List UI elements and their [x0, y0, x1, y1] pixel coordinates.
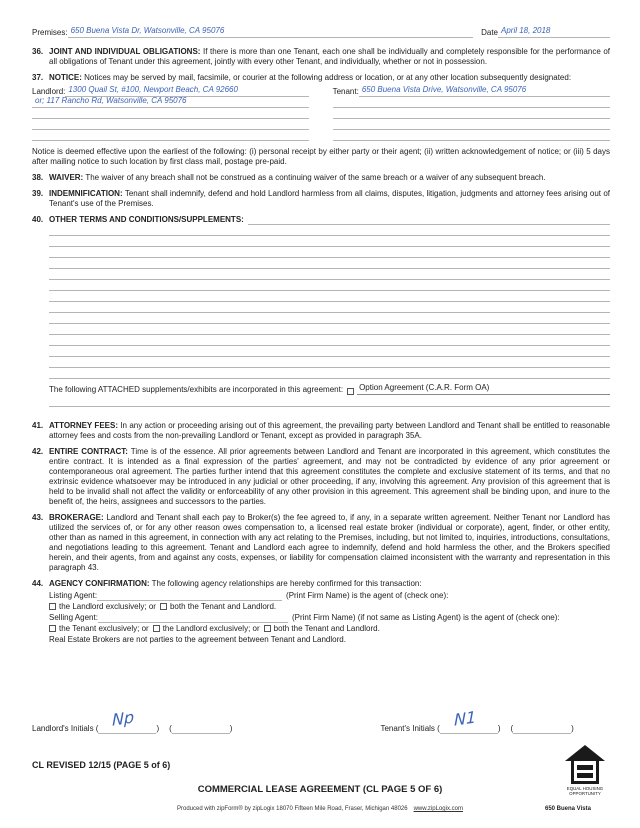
producer-text: Produced with zipForm® by zipLogix 18070 Fifteen Mile Road, Fraser, Michigan 48026	[177, 806, 408, 812]
clause-37-body: Notices may be served by mail, facsimile, or courier at the following address or location, or at any other location subsequently designated:	[84, 73, 572, 82]
brokers-note-row	[49, 634, 610, 645]
blank-line[interactable]	[333, 109, 610, 119]
clause-37-number: 37.	[32, 73, 44, 82]
blank-line[interactable]	[32, 120, 309, 130]
blank-line[interactable]	[333, 131, 610, 141]
tenant-address-field[interactable]	[359, 85, 610, 97]
clause-36-number: 36.	[32, 47, 44, 56]
blank-line[interactable]	[49, 251, 610, 258]
clause-41-body: In any action or proceeding arising out of this agreement, the prevailing party between Landlord and Tenant shall be entitled to reasonable attorney fees and costs from the non-prevailing Landlord or Tenant, except as provided in paragraph 35A.	[49, 421, 610, 440]
clause-40-title: OTHER TERMS AND CONDITIONS/SUPPLEMENTS:	[49, 215, 244, 224]
selling-both-checkbox[interactable]	[264, 625, 271, 632]
brokers-note: Real Estate Brokers are not parties to the agreement between Tenant and Landlord.	[49, 634, 346, 644]
option-agreement-label: Option Agreement (C.A.R. Form OA)	[357, 383, 491, 395]
selling-print-note: (Print Firm Name) (if not same as Listing Agent) is the agent of (check one):	[291, 613, 560, 622]
blank-line[interactable]	[49, 339, 610, 346]
listing-agent-row	[49, 590, 610, 601]
selling-option-1-label: the Tenant exclusively; or	[59, 623, 149, 633]
clause-38-title: WAIVER:	[49, 173, 84, 182]
clause-39-title: INDEMNIFICATION:	[49, 189, 123, 198]
landlord-address-column	[32, 86, 309, 141]
initials-row	[32, 707, 610, 734]
tenant-label: Tenant:	[332, 87, 359, 96]
landlord-address-value: 1300 Quail St, #100, Newport Beach, CA 92660	[68, 85, 238, 94]
paren: )	[229, 724, 233, 733]
paren: (	[510, 724, 514, 733]
clause-38-number: 38.	[32, 173, 44, 182]
blank-line[interactable]	[333, 98, 610, 108]
supplements-text: The following ATTACHED supplements/exhibits are incorporated in this agreement:	[49, 385, 344, 394]
paren: )	[497, 724, 501, 733]
clause-43	[32, 513, 610, 573]
clause-36-title: JOINT AND INDIVIDUAL OBLIGATIONS:	[49, 47, 201, 56]
clause-43-title: BROKERAGE:	[49, 513, 104, 522]
clause-40	[32, 215, 610, 225]
listing-agent-options	[49, 601, 610, 612]
clause-44-title: AGENCY CONFIRMATION:	[49, 579, 150, 588]
listing-landlord-exclusive-checkbox[interactable]	[49, 603, 56, 610]
selling-option-3-label: both the Tenant and Landlord.	[273, 623, 380, 633]
ziplogix-link[interactable]: www.zipLogix.com	[413, 806, 463, 812]
blank-line[interactable]	[49, 240, 610, 247]
blank-line[interactable]	[32, 109, 309, 119]
date-value: April 18, 2018	[501, 26, 551, 35]
tenant-address-column	[333, 86, 610, 141]
blank-line[interactable]	[49, 328, 610, 335]
listing-option-2-label: both the Tenant and Landlord.	[169, 601, 277, 611]
blank-line[interactable]	[32, 131, 309, 141]
document-reference: 650 Buena Vista	[545, 806, 591, 812]
clause-39-number: 39.	[32, 189, 44, 198]
clause-39	[32, 189, 610, 209]
blank-line[interactable]	[49, 400, 610, 407]
clause-36	[32, 47, 610, 67]
eho-text-line1: EQUAL HOUSING	[566, 786, 604, 791]
selling-tenant-exclusive-checkbox[interactable]	[49, 625, 56, 632]
form-revision-label: CL REVISED 12/15 (PAGE 5 of 6)	[32, 760, 171, 770]
landlord-address-field-2[interactable]	[32, 96, 309, 108]
selling-option-2-label: the Landlord exclusively; or	[162, 623, 260, 633]
selling-agent-options	[49, 623, 610, 634]
premises-value: 650 Buena Vista Dr, Watsonville, CA 95076	[70, 26, 225, 35]
listing-option-1-label: the Landlord exclusively; or	[59, 601, 156, 611]
clause-42-title: ENTIRE CONTRACT:	[49, 447, 128, 456]
clause-39-body: Tenant shall indemnify, defend and hold Landlord harmless from all claims, disputes, litigation, judgments and attorney fees arising out of Tenant's use of the Premises.	[49, 189, 611, 208]
clause-44-number: 44.	[32, 579, 44, 588]
clause-41-number: 41.	[32, 421, 44, 430]
premises-field[interactable]	[68, 26, 474, 38]
tenant-address-value: 650 Buena Vista Drive, Watsonville, CA 95076	[361, 85, 527, 94]
paren: (	[169, 724, 172, 733]
supplements-row	[49, 383, 610, 395]
clause-43-body: Landlord and Tenant shall each pay to Broker(s) the fee agreed to, if any, in a separate written agreement. Neither Tenant nor Landlord has utilized the services of, or for any other reason owes compensation to, a licensed real estate broker (individual or corporate), agent, finder, or other entity, other than as named in this agreement, in connection with any act relating to the Premises, including, but not limited to, inquiries, introductions, consultations, and negotiations leading to this agreement. Tenant and Landlord each agree to indemnify, defend and hold harmless the other, and the Brokers specified herein, and their agents, from and against any costs, expenses, or liability for compensation claimed inconsistent with the warranty and representation in this paragraph 43.	[49, 513, 610, 572]
selling-agent-label: Selling Agent:	[49, 613, 98, 622]
document-page	[32, 26, 610, 645]
landlord-initials-field[interactable]	[98, 707, 156, 734]
equal-housing-logo	[563, 744, 607, 799]
clause-44	[32, 579, 610, 589]
blank-line[interactable]	[491, 394, 610, 395]
selling-agent-row	[49, 612, 610, 623]
option-agreement-checkbox[interactable]	[347, 388, 354, 395]
blank-line[interactable]	[49, 361, 610, 368]
clause-37-title: NOTICE:	[49, 73, 82, 82]
tenant-initials-field-2[interactable]	[513, 722, 571, 734]
landlord-address-value-2: or; 117 Rancho Rd, Watsonville, CA 95076	[35, 96, 187, 105]
equal-housing-house-icon	[563, 744, 607, 796]
clause-38-body: The waiver of any breach shall not be construed as a continuing waiver of the same breach or a waiver of any subsequent breach.	[85, 173, 546, 182]
clause-41-title: ATTORNEY FEES:	[49, 421, 118, 430]
listing-both-checkbox[interactable]	[160, 603, 167, 610]
blank-line[interactable]	[49, 229, 610, 236]
clause-42	[32, 447, 610, 507]
notice-effective-paragraph: Notice is deemed effective upon the earliest of the following: (i) personal receipt by either party or their agent; (ii) written acknowledgement of notice; or (iii) 5 days after mailing notice to such location by first class mail, postage pre-paid.	[32, 147, 610, 166]
blank-line[interactable]	[49, 284, 610, 291]
clause-43-number: 43.	[32, 513, 44, 522]
paren: )	[571, 724, 574, 733]
clause-38	[32, 173, 610, 183]
selling-landlord-exclusive-checkbox[interactable]	[153, 625, 160, 632]
tenant-initials-group	[380, 707, 574, 734]
landlord-label: Landlord:	[32, 87, 66, 96]
blank-line[interactable]	[49, 350, 610, 357]
blank-line[interactable]	[248, 224, 610, 225]
clause-42-body: Time is of the essence. All prior agreements between Landlord and Tenant are incorporated in this agreement, which constitutes the entire contract. It is intended as a final expression of the parties' agreement, and may not be contradicted by evidence of any prior agreement or contemporaneous oral agreement. The parties further intend that this agreement constitutes the complete and exclusive statement of its terms, and that no extrinsic evidence whatsoever may be introduced in any judicial or other proceeding, if any, involving this agreement. Any provision of this agreement that is held to be invalid shall not affect the validity or enforceability of any other provision in this agreement. This agreement shall be binding upon, and inure to the benefit of, the heirs, assignees and successors to the parties.	[49, 447, 610, 506]
clause-36-body: If there is more than one Tenant, each one shall be individually and completely responsible for the performance of all obligations of Tenant under this agreement, jointly with every other Tenant, and individually, whether or not in possession.	[49, 47, 610, 66]
header-row	[32, 26, 610, 38]
producer-line	[0, 804, 640, 814]
tenant-initials-field[interactable]	[440, 707, 498, 734]
blank-line[interactable]	[49, 372, 610, 379]
landlord-initials-field-2[interactable]	[172, 722, 230, 734]
tenant-initials-label: Tenant's Initials (	[380, 724, 440, 733]
document-title: COMMERCIAL LEASE AGREEMENT (CL PAGE 5 OF 6)	[197, 784, 443, 795]
blank-line[interactable]	[49, 262, 610, 269]
eho-text-line2: OPPORTUNITY	[569, 791, 601, 796]
tenant-initials-signature: N1	[453, 707, 476, 730]
clause-37	[32, 73, 610, 83]
other-terms-blank-area	[49, 229, 610, 379]
blank-line[interactable]	[49, 295, 610, 302]
premises-label: Premises:	[32, 28, 68, 37]
listing-print-note: (Print Firm Name) is the agent of (check one):	[286, 591, 449, 600]
blank-line[interactable]	[49, 317, 610, 324]
blank-line[interactable]	[49, 273, 610, 280]
landlord-initials-signature: Np	[112, 707, 135, 730]
date-field[interactable]	[498, 26, 610, 38]
clause-42-number: 42.	[32, 447, 44, 456]
landlord-initials-label: Landlord's Initials (	[32, 724, 99, 733]
blank-line[interactable]	[49, 306, 610, 313]
paren: )	[156, 724, 160, 733]
blank-line[interactable]	[333, 120, 610, 130]
clause-40-number: 40.	[32, 215, 44, 224]
clause-44-body: The following agency relationships are hereby confirmed for this transaction:	[151, 579, 422, 588]
listing-agent-label: Listing Agent:	[49, 591, 98, 600]
landlord-initials-group	[32, 707, 233, 734]
clause-41	[32, 421, 610, 441]
date-label: Date	[481, 28, 498, 37]
notice-address-block	[32, 86, 610, 141]
